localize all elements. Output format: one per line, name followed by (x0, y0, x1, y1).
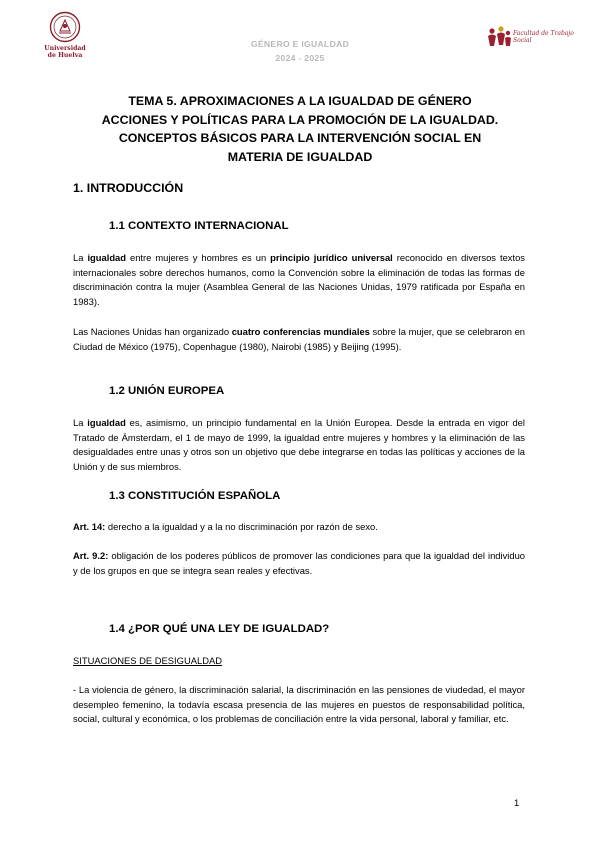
university-logo (42, 11, 88, 67)
course-title: GÉNERO E IGUALDAD (250, 39, 350, 49)
university-seal-icon (49, 11, 81, 43)
article-line: Art. 9.2: obligación de los poderes públicos de promover las condiciones para que la igualdad del individuo y de los grupos en que se integra sean reales y efectivas. (73, 550, 525, 576)
subsection-heading: 1.2 UNIÓN EUROPEA (109, 385, 225, 397)
university-logo-text: Universidad de Huelva (44, 45, 86, 59)
document-header (200, 37, 400, 65)
situations-label: SITUACIONES DE DESIGUALDAD (73, 655, 222, 666)
title-line: MATERIA DE IGUALDAD (227, 149, 373, 164)
document-title (90, 92, 510, 166)
faculty-logo-text: Facultad de Trabajo Social (513, 30, 574, 44)
title-line: TEMA 5. APROXIMACIONES A LA IGUALDAD DE GÉNERO (128, 94, 472, 108)
subsection-heading: 1.4 ¿POR QUÉ UNA LEY DE IGUALDAD? (109, 623, 330, 635)
page-number: 1 (514, 797, 520, 808)
paragraph: La igualdad entre mujeres y hombres es un principio jurídico universal reconocido en diversos textos internacionales sobre derechos humanos, como la Convención sobre la eliminación de todas las formas de discriminación contra la mujer (Asamblea General de las Naciones Unidas, 1979 ratificada por España en 1983). (73, 252, 525, 307)
title-line: ACCIONES Y POLÍTICAS PARA LA PROMOCIÓN DE LA IGUALDAD. (101, 112, 499, 127)
faculty-logo (486, 24, 576, 50)
paragraph: - La violencia de género, la discriminación salarial, la discriminación en las pensiones de viudedad, el mayor desempleo femenino, la todavía escasa presencia de las mujeres en puestos de responsabilidad política, social, cultural y económica, o los problemas de conciliación entre la vida personal, laboral y familiar, etc. (73, 684, 525, 724)
paragraph: Las Naciones Unidas han organizado cuatro conferencias mundiales sobre la mujer, que se celebraron en Ciudad de México (1975), Copenhague (1980), Nairobi (1985) y Beijing (1995). (73, 326, 526, 352)
social-work-figures-icon (486, 24, 512, 50)
paragraph: La igualdad es, asimismo, un principio fundamental en la Unión Europea. Desde la entrada en vigor del Tratado de Ámsterdam, el 1 de mayo de 1999, la igualdad entre mujeres y hombres y la eliminación de las desigualdades entre unas y otros son un objetivo que debe integrarse en todas las políticas y acciones de la Unión y de sus miembros. (73, 417, 525, 472)
section-heading: 1. INTRODUCCIÓN (73, 181, 184, 195)
title-line: CONCEPTOS BÁSICOS PARA LA INTERVENCIÓN SOCIAL EN (118, 131, 482, 145)
subsection-heading: 1.1 CONTEXTO INTERNACIONAL (109, 220, 289, 232)
course-years: 2024 - 2025 (275, 53, 325, 63)
article-line: Art. 14: derecho a la igualdad y a la no discriminación por razón de sexo. (73, 521, 378, 532)
subsection-heading: 1.3 CONSTITUCIÓN ESPAÑOLA (109, 490, 281, 502)
